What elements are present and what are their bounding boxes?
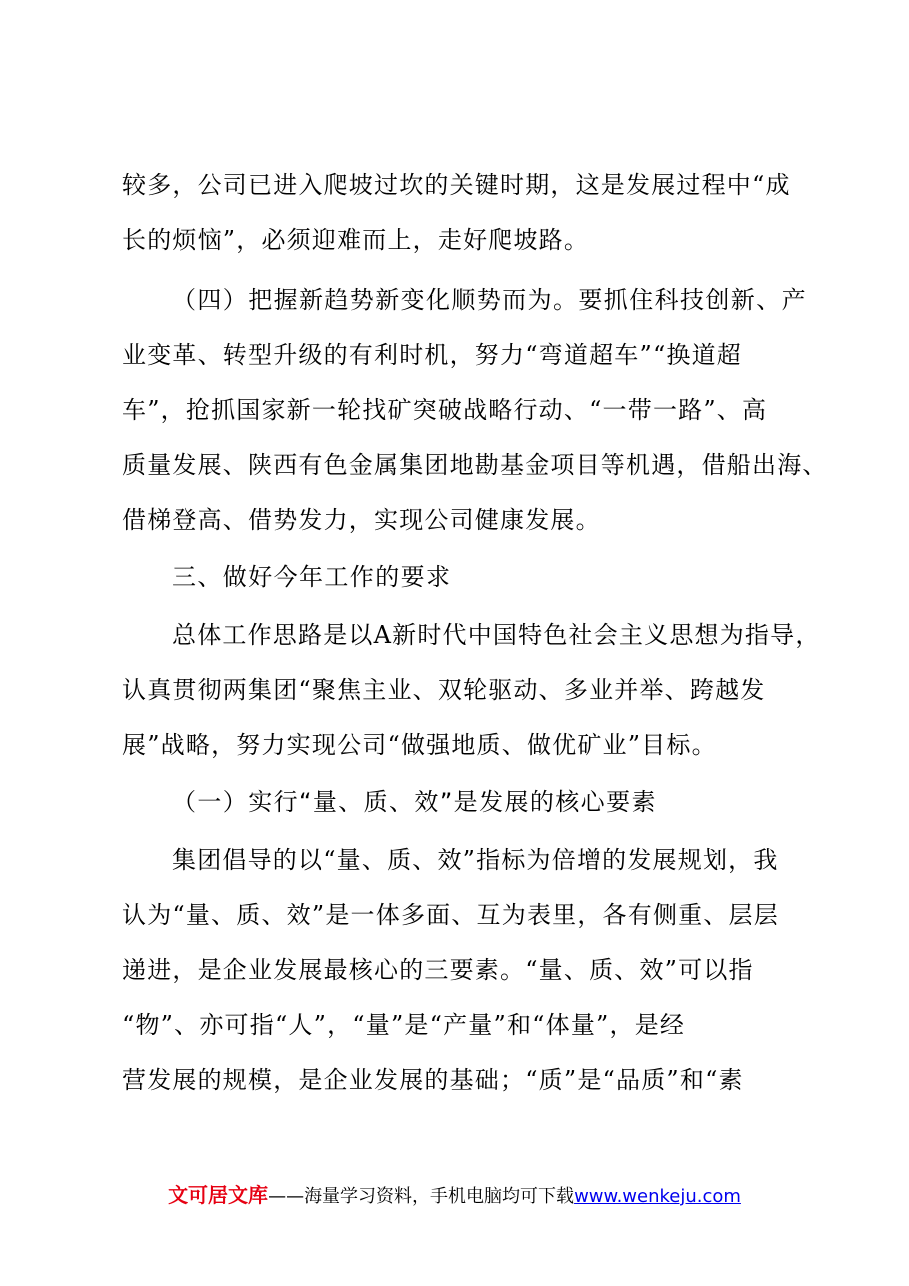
text-line: 车”，抢抓国家新一轮找矿突破战略行动、“一带一路”、高	[122, 396, 768, 424]
text-line: 业变革、转型升级的有利时机，努力“弯道超车”“换道超	[122, 341, 743, 369]
section-heading: （四）把握新趋势新变化顺势而为。要抓住科技创新、产	[172, 286, 807, 314]
section-heading: （一）实行“量、质、效”是发展的核心要素	[172, 788, 657, 816]
text-line: 营发展的规模，是企业发展的基础；“质”是“品质”和“素	[122, 1066, 744, 1094]
text-line: 长的烦恼”，必须迎难而上，走好爬坡路。	[122, 226, 590, 254]
footer-banner	[0, 1182, 909, 1210]
section-heading: 三、做好今年工作的要求	[172, 563, 452, 591]
text-line: 借梯登高、借势发力，实现公司健康发展。	[122, 506, 601, 534]
footer-link[interactable]: www.wenkeju.com	[574, 1186, 741, 1207]
text-line: “物”、亦可指“人”，“量”是“产量”和“体量”，是经	[122, 1011, 686, 1039]
footer-slogan: ——海量学习资料，手机电脑均可下载	[268, 1186, 575, 1207]
text-line: 递进，是企业发展最核心的三要素。“量、质、效”可以指	[122, 956, 754, 984]
text-line: 认为“量、质、效”是一体多面、互为表里，各有侧重、层层	[122, 901, 779, 929]
text-line: 质量发展、陕西有色金属集团地勘基金项目等机遇，借船出海、	[122, 451, 828, 479]
text-line: 总体工作思路是以A新时代中国特色社会主义思想为指导，	[172, 621, 821, 649]
text-line: 展”战略，努力实现公司“做强地质、做优矿业”目标。	[122, 731, 717, 759]
text-line: 集团倡导的以“量、质、效”指标为倍增的发展规划，我	[172, 846, 779, 874]
text-line: 认真贯彻两集团“聚焦主业、双轮驱动、多业并举、跨越发	[122, 676, 766, 704]
footer-brand: 文可居文库	[168, 1183, 269, 1207]
text-line: 较多，公司已进入爬坡过坎的关键时期，这是发展过程中“成	[122, 171, 791, 199]
